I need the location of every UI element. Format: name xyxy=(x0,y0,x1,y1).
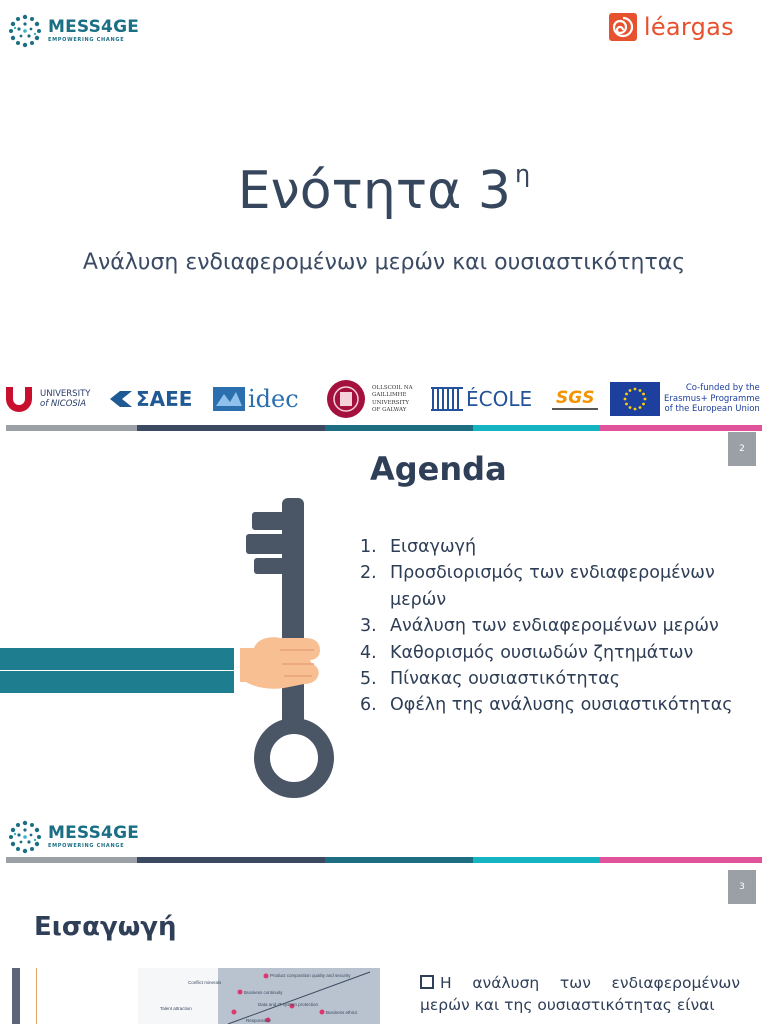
axis-strip xyxy=(36,968,76,1024)
chart-label: Responsible xyxy=(246,1018,271,1023)
saee-text: ΣΑΕΕ xyxy=(136,387,193,411)
agenda-list xyxy=(360,534,750,719)
chart-label: Talent attraction xyxy=(160,1006,192,1011)
agenda-heading: Agenda xyxy=(370,450,507,488)
mess4ge-dots-icon xyxy=(8,820,42,854)
leargas-name: léargas xyxy=(643,13,734,41)
chart-label: Conflict minerals xyxy=(188,980,222,985)
idec-text: idec xyxy=(248,385,299,413)
galway-logo xyxy=(324,378,413,420)
leargas-logo xyxy=(608,12,734,42)
galway-line1: OLLSCOIL NA xyxy=(372,385,413,391)
idec-mark-icon xyxy=(212,386,246,412)
brand-name: MESS4GE xyxy=(48,17,140,37)
teal-accent-bar xyxy=(0,648,234,670)
unic-line2: of NICOSIA xyxy=(40,399,87,409)
chart-label: Product composition quality and security xyxy=(270,973,351,978)
eu-line3: of the European Union xyxy=(664,404,760,415)
unic-shield-icon xyxy=(4,385,34,413)
stripe-seg-2 xyxy=(137,857,325,863)
section-title: Εισαγωγή xyxy=(34,912,177,942)
saee-mark-icon xyxy=(108,389,134,409)
intro-bullet: Η ανάλυση των ενδιαφερομένων μερών και της ουσιαστικότητας είναι xyxy=(420,974,740,1014)
stripe-seg-2 xyxy=(137,425,325,431)
chart-label: Business continuity xyxy=(244,990,283,995)
key-in-hand-illustration xyxy=(240,498,340,802)
module-subtitle: Ανάλυση ενδιαφερομένων μερών και ουσιαστικότητας xyxy=(82,250,686,275)
stripe-seg-1 xyxy=(6,857,137,863)
stripe-seg-4 xyxy=(473,425,600,431)
list-item: 1. Εισαγωγή xyxy=(360,537,477,557)
saee-logo xyxy=(108,378,192,420)
left-accent-bar xyxy=(12,968,20,1024)
brand-tagline: EMPOWERING CHANGE xyxy=(48,37,125,43)
ecole-text: ÉCOLE xyxy=(466,387,533,411)
brand-tagline: EMPOWERING CHANGE xyxy=(48,843,125,849)
sgs-logo xyxy=(552,378,598,420)
title-slide xyxy=(0,0,768,432)
teal-accent-bar xyxy=(0,671,234,693)
list-item: 3. Ανάλυση των ενδιαφερομένων μερών xyxy=(360,616,719,637)
module-title: Ενότητα 3 $^\eta$ xyxy=(237,160,531,221)
galway-line2: GAILLIMHE xyxy=(372,391,407,398)
agenda-slide xyxy=(0,432,768,866)
stripe-seg-1 xyxy=(6,425,137,431)
page-number: 3 xyxy=(728,870,756,904)
unic-line1: UNIVERSITY xyxy=(40,389,91,399)
chart-label: Business ethics xyxy=(326,1010,358,1015)
stripe-seg-3 xyxy=(325,425,473,431)
list-item: 2. Προσδιορισμός των ενδιαφερομένων μερών xyxy=(360,563,715,610)
partner-logos xyxy=(0,378,768,420)
stripe-seg-5 xyxy=(600,425,762,431)
eu-line1: Co-funded by the xyxy=(685,383,760,394)
stripe-seg-5 xyxy=(600,857,762,863)
ecole-logo xyxy=(430,378,532,420)
sgs-text: SGS xyxy=(552,388,598,410)
page-number: 2 xyxy=(728,432,756,466)
stripe-seg-4 xyxy=(473,857,600,863)
idec-logo xyxy=(212,378,299,420)
leargas-spiral-icon xyxy=(608,12,638,42)
galway-line3: UNIVERSITY xyxy=(372,400,409,406)
eu-erasmus-logo xyxy=(610,378,760,420)
eu-flag-icon xyxy=(610,382,660,416)
introduction-slide xyxy=(0,866,768,1024)
materiality-matrix-image xyxy=(138,968,380,1024)
mess4ge-logo xyxy=(8,14,139,48)
checkbox-bullet-icon xyxy=(420,975,434,989)
mess4ge-logo xyxy=(8,820,139,854)
ecole-columns-icon xyxy=(430,384,464,414)
color-stripe xyxy=(6,857,762,863)
color-stripe xyxy=(6,425,762,431)
eu-line2: Erasmus+ Programme xyxy=(664,393,760,404)
unic-logo xyxy=(4,378,90,420)
list-item: 5. Πίνακας ουσιαστικότητας xyxy=(360,669,620,690)
galway-line4: OF GALWAY xyxy=(372,406,407,413)
list-item: 6. Οφέλη της ανάλυσης ουσιαστικότητας xyxy=(360,695,733,716)
galway-crest-icon xyxy=(324,379,368,419)
list-item: 4. Καθορισμός ουσιωδών ζητημάτων xyxy=(360,642,694,663)
chart-label: Data and IT system protection xyxy=(258,1002,318,1007)
title-superscript: η xyxy=(514,160,531,188)
brand-name: MESS4GE xyxy=(48,823,140,843)
stripe-seg-3 xyxy=(325,857,473,863)
mess4ge-dots-icon xyxy=(8,14,42,48)
